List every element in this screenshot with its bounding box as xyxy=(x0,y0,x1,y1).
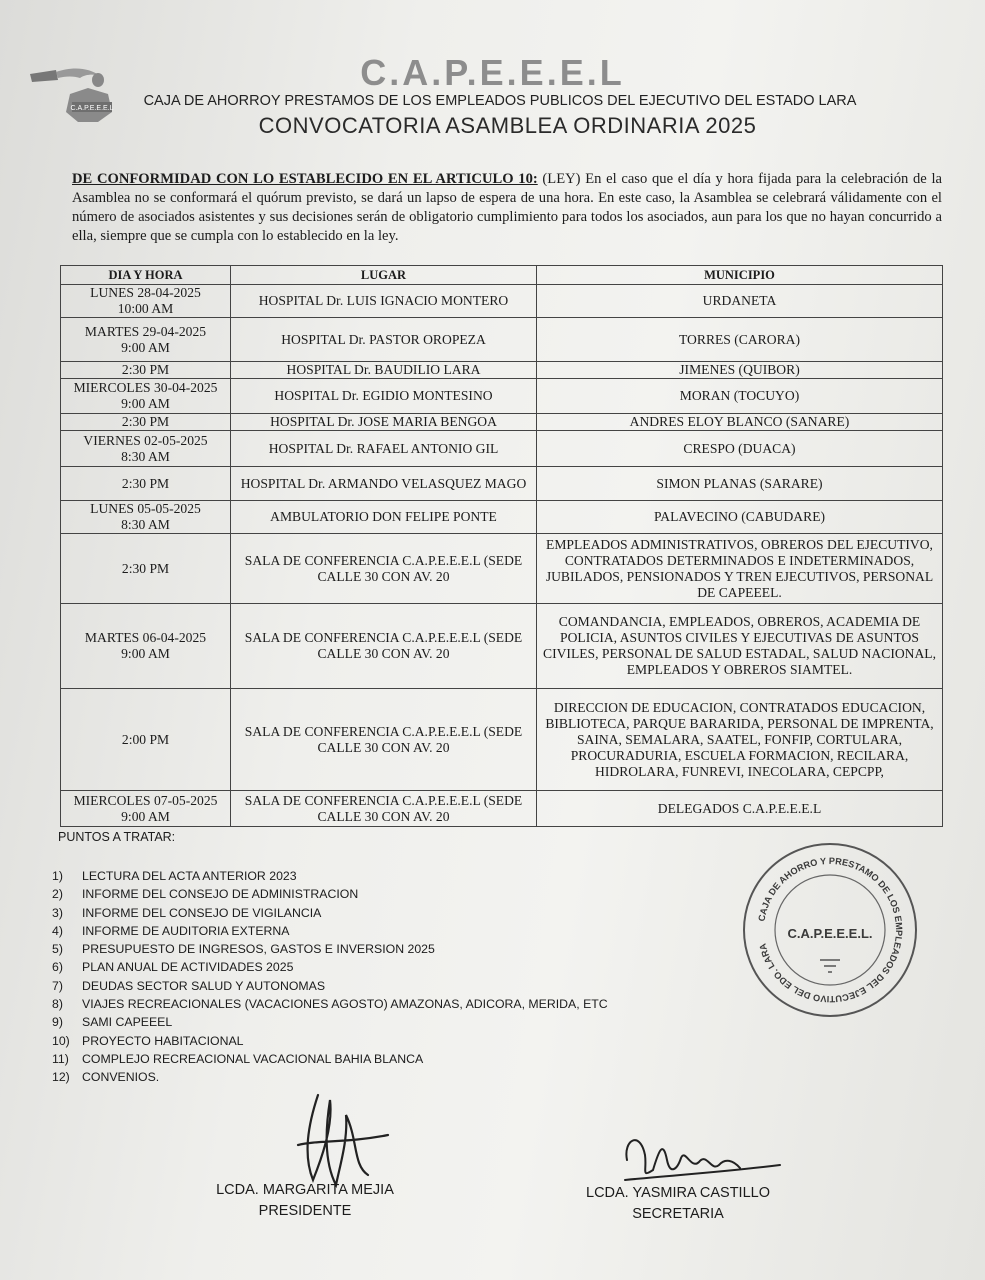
agenda-item xyxy=(52,1050,608,1068)
cell-dia-hora xyxy=(61,604,231,689)
cell-time: 8:30 AM xyxy=(121,448,170,464)
intro-body: (LEY) En el caso que el día y hora fijada para la celebración de la Asamblea no se conformará el quórum previsto, se dará un lapso de espera de una hora. En este caso, la Asamblea se celebrará válidamente con el número de asociados asistentes y sus decisiones serán de obligatorio cumplimiento para todos los asociados, aun para los que no hayan concurrido a ella, siempre que se cumpla con lo establecido en la ley. xyxy=(72,171,942,244)
table-row xyxy=(61,791,943,827)
agenda-item-text: INFORME DEL CONSEJO DE VIGILANCIA xyxy=(82,905,322,920)
agenda-item-number: 8) xyxy=(52,997,63,1012)
agenda-item-number: 1) xyxy=(52,869,63,883)
agenda-item-text: INFORME DE AUDITORIA EXTERNA xyxy=(82,923,290,938)
agenda-item-number: 4) xyxy=(52,923,63,938)
agenda-item-number: 5) xyxy=(52,942,63,957)
agenda-item xyxy=(52,958,608,976)
agenda-item-text: VIAJES RECREACIONALES (VACACIONES AGOSTO) AMAZONAS, ADICORA, MERIDA, ETC xyxy=(82,997,608,1012)
cell-municipio: DELEGADOS C.A.P.E.E.E.L xyxy=(537,791,943,827)
agenda-item xyxy=(52,867,608,885)
cell-lugar: HOSPITAL Dr. LUIS IGNACIO MONTERO xyxy=(231,285,537,318)
table-row xyxy=(61,414,943,431)
agenda-item-text: CONVENIOS. xyxy=(82,1070,160,1085)
table-row xyxy=(61,534,943,604)
agenda-item-text: COMPLEJO RECREACIONAL VACACIONAL BAHIA BLANCA xyxy=(82,1051,424,1066)
signer-name: LCDA. YASMIRA CASTILLO xyxy=(586,1185,770,1201)
agenda-item-number: 7) xyxy=(52,978,63,993)
cell-lugar: SALA DE CONFERENCIA C.A.P.E.E.E.L (SEDE CALLE 30 CON AV. 20 xyxy=(231,534,537,604)
agenda-item xyxy=(52,995,608,1013)
agenda-item-text: PROYECTO HABITACIONAL xyxy=(82,1033,244,1048)
schedule-body xyxy=(61,285,943,827)
signer-role: SECRETARIA xyxy=(632,1206,724,1222)
agenda-item-text: PRESUPUESTO DE INGRESOS, GASTOS E INVERSION 2025 xyxy=(82,942,435,957)
agenda-item-text: PLAN ANUAL DE ACTIVIDADES 2025 xyxy=(82,960,294,975)
signature-secretary xyxy=(615,1120,785,1190)
table-row xyxy=(61,501,943,534)
table-header-row xyxy=(61,266,943,285)
table-row xyxy=(61,431,943,467)
cell-municipio: ANDRES ELOY BLANCO (SANARE) xyxy=(537,414,943,431)
cell-dia-hora xyxy=(61,285,231,318)
cell-dia-hora xyxy=(61,318,231,362)
cell-dia-hora xyxy=(61,501,231,534)
signer-name: LCDA. MARGARITA MEJIA xyxy=(216,1182,394,1198)
org-full-name: CAJA DE AHORROY PRESTAMOS DE LOS EMPLEADOS PUBLICOS DEL EJECUTIVO DEL ESTADO LARA xyxy=(143,93,857,109)
cell-day: VIERNES 02-05-2025 xyxy=(83,432,208,448)
cell-municipio: DIRECCION DE EDUCACION, CONTRATADOS EDUCACION, BIBLIOTECA, PARQUE BARARIDA, PERSONAL DE IMPRENTA, SAINA, SEMALARA, SAATEL, FONFIP, CORTULARA, PROCURADURIA, ESCUELA FORMACION, RECILARA, HIDROLARA, FUNREVI, INECOLARA, CEPCPP, xyxy=(537,689,943,791)
cell-dia-hora xyxy=(61,534,231,604)
cell-day: LUNES 28-04-2025 xyxy=(90,285,201,300)
table-row xyxy=(61,379,943,414)
header-dia-hora: DIA Y HORA xyxy=(61,266,231,285)
cell-municipio: EMPLEADOS ADMINISTRATIVOS, OBREROS DEL EJECUTIVO, CONTRATADOS DETERMINADOS E INDETERMINADOS, JUBILADOS, PENSIONADOS Y TREN EJECUTIVOS, PERSONAL DE CAPEEEL. xyxy=(537,534,943,604)
agenda-heading: PUNTOS A TRATAR: xyxy=(58,830,176,844)
cell-time: 2:00 PM xyxy=(121,731,170,747)
agenda-list xyxy=(52,867,608,1087)
agenda-item-number: 6) xyxy=(52,960,63,975)
cell-time: 2:30 PM xyxy=(121,362,170,377)
table-row xyxy=(61,285,943,318)
cell-time: 2:30 PM xyxy=(121,414,170,429)
cell-time: 2:30 PM xyxy=(121,475,170,491)
signer-president xyxy=(195,1180,415,1222)
cell-lugar: SALA DE CONFERENCIA C.A.P.E.E.E.L (SEDE CALLE 30 CON AV. 20 xyxy=(231,604,537,689)
signature-president xyxy=(278,1085,398,1195)
agenda-item-number: 12) xyxy=(52,1070,70,1085)
agenda-item xyxy=(52,940,608,958)
agenda-item-number: 2) xyxy=(52,887,63,902)
cell-lugar: HOSPITAL Dr. JOSE MARIA BENGOA xyxy=(231,414,537,431)
agenda-item xyxy=(52,922,608,940)
cell-dia-hora xyxy=(61,414,231,431)
signer-role: PRESIDENTE xyxy=(258,1203,352,1219)
agenda-item xyxy=(52,885,608,903)
cell-dia-hora xyxy=(61,791,231,827)
agenda-item-number: 3) xyxy=(52,905,63,920)
cell-dia-hora xyxy=(61,467,231,501)
intro-paragraph xyxy=(72,170,942,246)
agenda-item xyxy=(52,904,608,922)
agenda-item xyxy=(52,1013,608,1031)
cell-time: 8:30 AM xyxy=(121,517,170,532)
agenda-item xyxy=(52,1032,608,1050)
agenda-item-text: LECTURA DEL ACTA ANTERIOR 2023 xyxy=(82,869,297,883)
agenda-item-text: SAMI CAPEEEL xyxy=(82,1015,173,1030)
cell-municipio: URDANETA xyxy=(537,285,943,318)
agenda-item xyxy=(52,1068,608,1086)
schedule-table xyxy=(60,265,943,827)
cell-day: LUNES 05-05-2025 xyxy=(90,501,201,516)
cell-municipio: COMANDANCIA, EMPLEADOS, OBREROS, ACADEMIA DE POLICIA, ASUNTOS CIVILES Y EJECUTIVAS DE ASUNTOS CIVILES, PERSONAL DE SALUD ESTADAL, SALUD NACIONAL, EMPLEADOS Y OBREROS SIAMTEL. xyxy=(537,604,943,689)
table-row xyxy=(61,689,943,791)
agenda-item-number: 11) xyxy=(52,1051,69,1066)
cell-lugar: SALA DE CONFERENCIA C.A.P.E.E.E.L (SEDE CALLE 30 CON AV. 20 xyxy=(231,791,537,827)
cell-time: 10:00 AM xyxy=(117,301,174,316)
signer-secretary xyxy=(568,1183,788,1225)
cell-dia-hora xyxy=(61,689,231,791)
cell-time: 2:30 PM xyxy=(121,560,170,576)
document-title: CONVOCATORIA ASAMBLEA ORDINARIA 2025 xyxy=(258,113,757,138)
table-row xyxy=(61,362,943,379)
cell-day: MIERCOLES 30-04-2025 xyxy=(73,380,218,395)
cell-dia-hora xyxy=(61,362,231,379)
cell-day: MIERCOLES 07-05-2025 xyxy=(73,792,218,808)
cell-lugar: HOSPITAL Dr. RAFAEL ANTONIO GIL xyxy=(231,431,537,467)
cell-lugar: SALA DE CONFERENCIA C.A.P.E.E.E.L (SEDE CALLE 30 CON AV. 20 xyxy=(231,689,537,791)
cell-municipio: PALAVECINO (CABUDARE) xyxy=(537,501,943,534)
cell-dia-hora xyxy=(61,379,231,414)
cell-municipio: CRESPO (DUACA) xyxy=(537,431,943,467)
agenda-item-text: INFORME DEL CONSEJO DE ADMINISTRACION xyxy=(82,887,359,902)
cell-time: 9:00 AM xyxy=(121,808,170,824)
header-lugar: LUGAR xyxy=(231,266,537,285)
table-row xyxy=(61,604,943,689)
cell-lugar: AMBULATORIO DON FELIPE PONTE xyxy=(231,501,537,534)
cell-municipio: TORRES (CARORA) xyxy=(537,318,943,362)
cell-lugar: HOSPITAL Dr. EGIDIO MONTESINO xyxy=(231,379,537,414)
cell-time: 9:00 AM xyxy=(121,396,170,411)
logo-label: C.A.P.E.E.E.L xyxy=(70,105,114,112)
cell-municipio: SIMON PLANAS (SARARE) xyxy=(537,467,943,501)
intro-lead: DE CONFORMIDAD CON LO ESTABLECIDO EN EL ARTICULO 10: xyxy=(72,171,538,187)
cell-dia-hora xyxy=(61,431,231,467)
cell-day: MARTES 29-04-2025 xyxy=(84,323,207,339)
cell-day: MARTES 06-04-2025 xyxy=(84,630,207,645)
table-row xyxy=(61,318,943,362)
seal-center-text: C.A.P.E.E.E.L. xyxy=(787,926,873,941)
cell-time: 9:00 AM xyxy=(121,646,170,661)
cell-municipio: JIMENES (QUIBOR) xyxy=(537,362,943,379)
cell-time: 9:00 AM xyxy=(121,339,170,355)
agenda-item-text: DEUDAS SECTOR SALUD Y AUTONOMAS xyxy=(82,978,326,993)
cell-lugar: HOSPITAL Dr. ARMANDO VELASQUEZ MAGO xyxy=(231,467,537,501)
table-row xyxy=(61,467,943,501)
header-municipio: MUNICIPIO xyxy=(537,266,943,285)
agenda-item-number: 10) xyxy=(52,1033,70,1048)
official-seal xyxy=(740,840,920,1020)
seal-ring-text: CAJA DE AHORRO Y PRESTAMO DE LOS EMPLEADOS DEL EJECUTIVO DEL EDO. LARA xyxy=(756,855,905,1005)
cell-lugar: HOSPITAL Dr. BAUDILIO LARA xyxy=(231,362,537,379)
cell-lugar: HOSPITAL Dr. PASTOR OROPEZA xyxy=(231,318,537,362)
org-acronym: C.A.P.E.E.E.L xyxy=(360,52,625,93)
cell-municipio: MORAN (TOCUYO) xyxy=(537,379,943,414)
agenda-item-number: 9) xyxy=(52,1015,63,1030)
agenda-item xyxy=(52,977,608,995)
